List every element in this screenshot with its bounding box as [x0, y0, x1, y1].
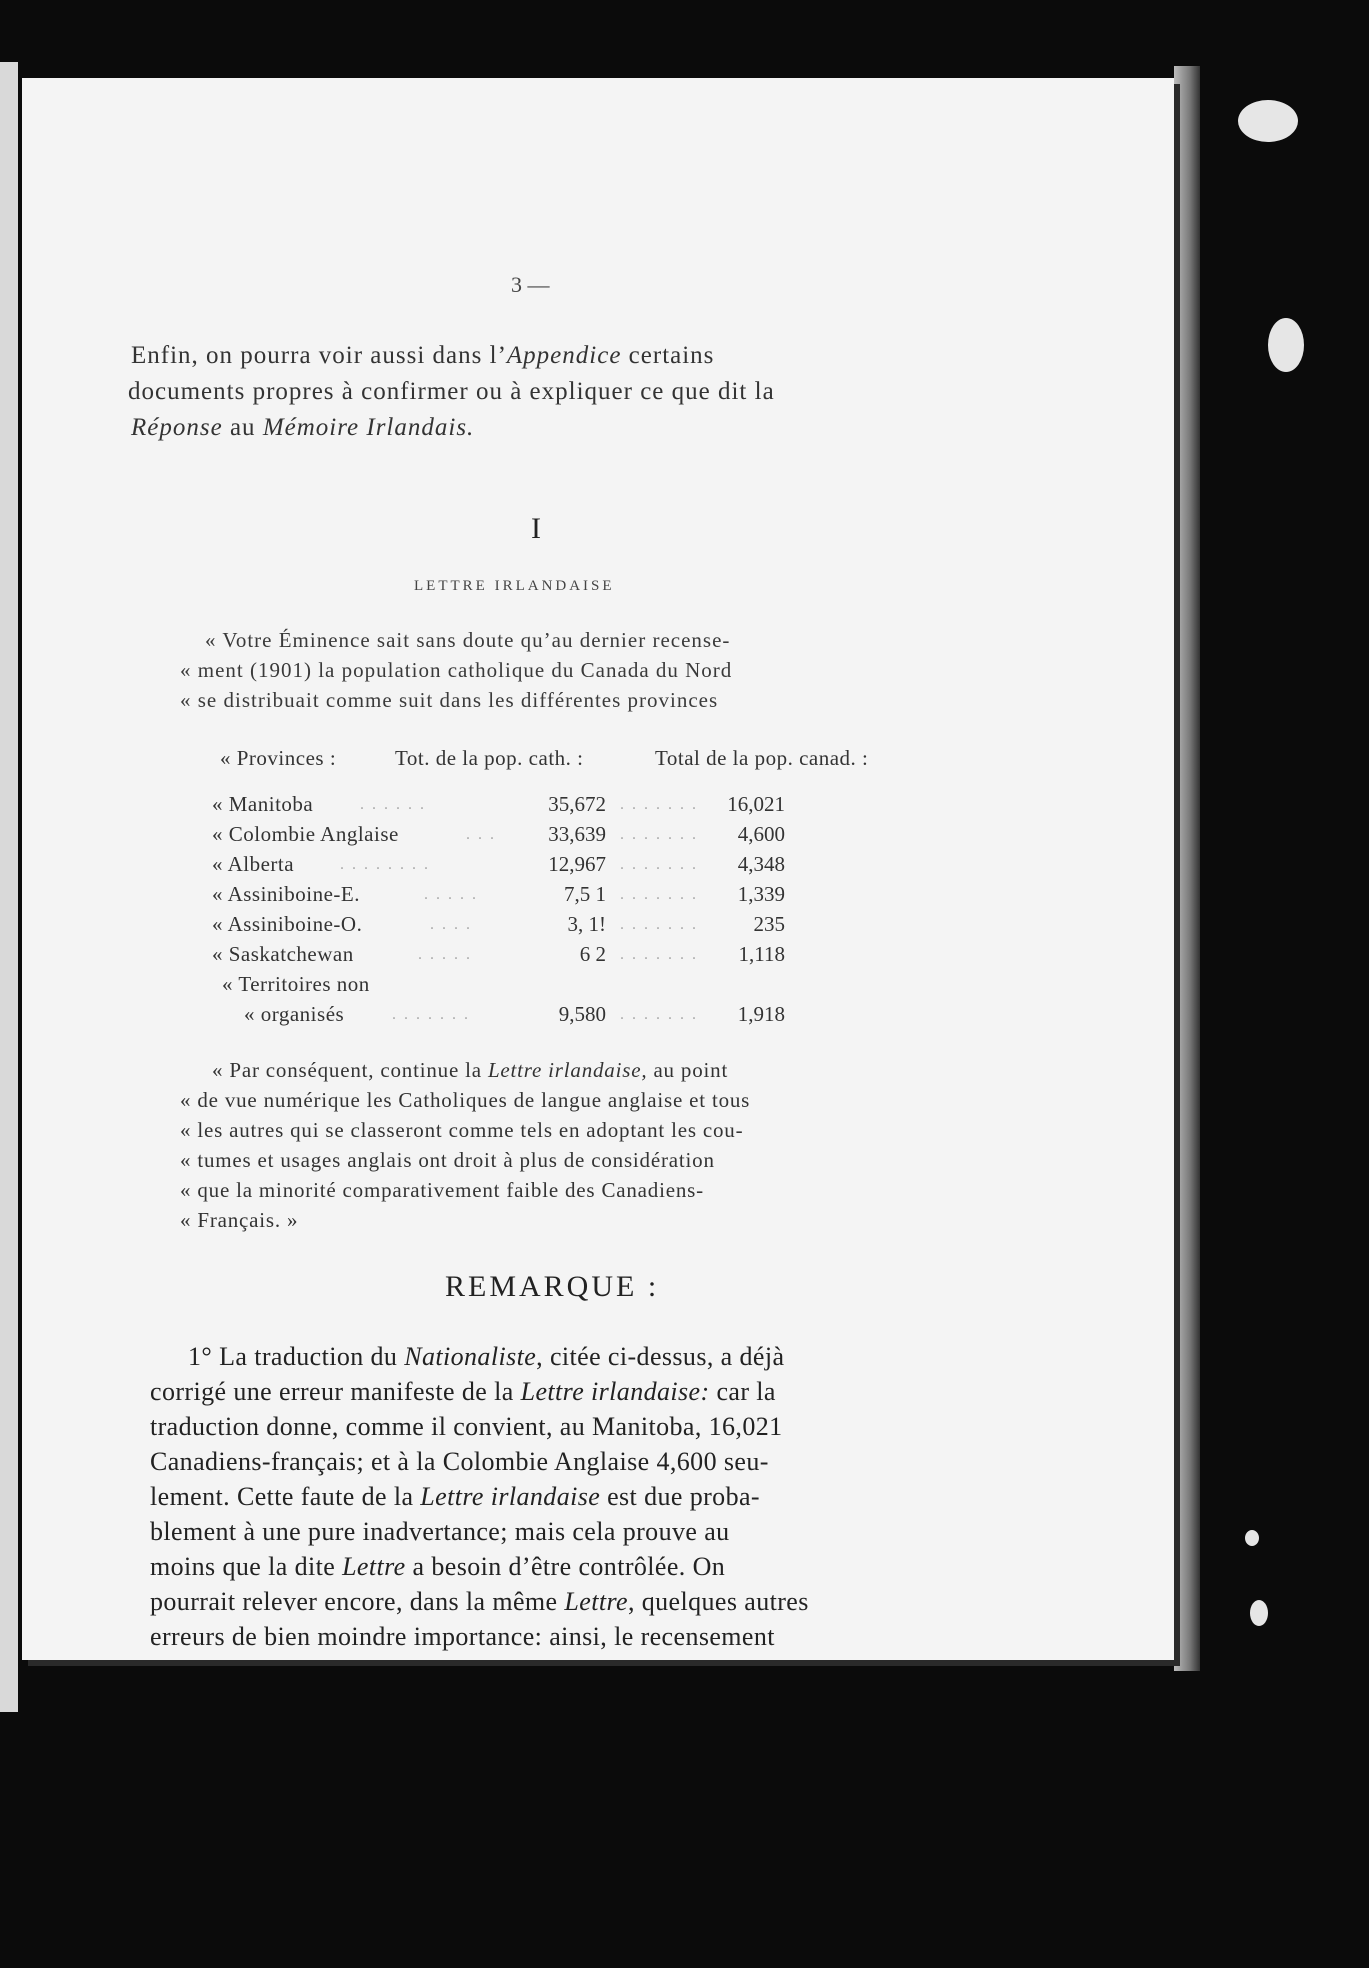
intro-line-2: documents propres à confirmer ou à expliquer ce que dit la [128, 378, 775, 405]
leader-dots: . . . . . . . . [340, 856, 430, 873]
remark-line: moins que la dite Lettre a besoin d’être contrôlée. On [150, 1552, 726, 1581]
table-row-canad: 1,339 [737, 882, 785, 906]
table-row-province: « Saskatchewan [212, 942, 354, 966]
table-row-province: « organisés [244, 1002, 345, 1026]
quote-line-1: « Votre Éminence sait sans doute qu’au dernier recense- [205, 628, 731, 652]
table-header-provinces: « Provinces : [220, 746, 337, 770]
remark-line: 1° La traduction du Nationaliste, citée ci-dessus, a déjà [188, 1342, 785, 1371]
table-row-canad: 4,348 [737, 852, 785, 876]
table-header-cath: Tot. de la pop. cath. : [395, 746, 584, 770]
table-row-province: « Territoires non [222, 972, 370, 996]
remark-line: erreurs de bien moindre importance: ainsi, le recensement [150, 1622, 775, 1651]
table-row-cath: 9,580 [558, 1002, 606, 1026]
quote-line-3: « se distribuait comme suit dans les différentes provinces [180, 688, 719, 712]
table-row-cath: 33,639 [548, 822, 606, 846]
leader-dots: . . . . . . . [620, 1006, 698, 1023]
page-number: 3 — [511, 272, 550, 297]
leader-dots: . . . . . . . [620, 886, 698, 903]
quote2-line: « de vue numérique les Catholiques de langue anglaise et tous [180, 1088, 751, 1112]
table-row-canad: 4,600 [737, 822, 785, 846]
quote2-line: « Par conséquent, continue la Lettre irlandaise, au point [212, 1058, 729, 1082]
remark-line: corrigé une erreur manifeste de la Lettre irlandaise: car la [150, 1377, 776, 1406]
leader-dots: . . . . [430, 916, 472, 933]
scan-left-edge [0, 62, 18, 1712]
scan-speck [1250, 1600, 1268, 1626]
table-row-canad: 1,918 [737, 1002, 785, 1026]
section-number: I [531, 512, 541, 545]
table-row-province: « Colombie Anglaise [212, 822, 399, 846]
remark-line: pourrait relever encore, dans la même Lettre, quelques autres [150, 1587, 809, 1616]
table-header-canad: Total de la pop. canad. : [655, 746, 869, 770]
table-row-cath: 7,5 1 [564, 882, 606, 906]
leader-dots: . . . . . . . [620, 826, 698, 843]
section-heading: LETTRE IRLANDAISE [414, 578, 615, 594]
scan-speck [1245, 1530, 1259, 1546]
remark-heading: REMARQUE : [445, 1270, 660, 1303]
leader-dots: . . . . . . . [620, 796, 698, 813]
quote2-line: « Français. » [180, 1208, 299, 1232]
table-row-cath: 3, 1! [567, 912, 606, 936]
table-row-canad: 1,118 [738, 942, 785, 966]
leader-dots: . . . . . . . [620, 946, 698, 963]
intro-line-1: Enfin, on pourra voir aussi dans l’Appendice certains [131, 342, 715, 369]
leader-dots: . . . [466, 826, 496, 843]
table-row-province: « Manitoba [212, 792, 314, 816]
table-row-province: « Alberta [212, 852, 295, 876]
leader-dots: . . . . . . . [620, 856, 698, 873]
leader-dots: . . . . . [418, 946, 472, 963]
table-row-cath: 6 2 [579, 942, 606, 966]
quote2-line: « tumes et usages anglais ont droit à plus de considération [180, 1148, 715, 1172]
scan-speck [1238, 100, 1298, 142]
table-row-canad: 235 [753, 912, 785, 936]
leader-dots: . . . . . . . [620, 916, 698, 933]
leader-dots: . . . . . [424, 886, 478, 903]
scan-right-edge [1174, 66, 1200, 1671]
table-row-cath: 35,672 [548, 792, 606, 816]
table-row-cath: 12,967 [548, 852, 606, 876]
leader-dots: . . . . . . . [392, 1006, 470, 1023]
remark-line: blement à une pure inadvertance; mais cela prouve au [150, 1517, 730, 1546]
remark-line: traduction donne, comme il convient, au Manitoba, 16,021 [150, 1412, 783, 1441]
quote-line-2: « ment (1901) la population catholique du Canada du Nord [180, 658, 733, 682]
table-row-province: « Assiniboine-O. [212, 912, 363, 936]
scan-speck [1268, 318, 1304, 372]
leader-dots: . . . . . . [360, 796, 426, 813]
quote2-line: « que la minorité comparativement faible des Canadiens- [180, 1178, 704, 1202]
remark-line: Canadiens-français; et à la Colombie Anglaise 4,600 seu- [150, 1447, 769, 1476]
table-row-province: « Assiniboine-E. [212, 882, 360, 906]
table-row-canad: 16,021 [727, 792, 785, 816]
intro-line-3: Réponse au Mémoire Irlandais. [131, 414, 475, 441]
remark-line: lement. Cette faute de la Lettre irlandaise est due proba- [150, 1482, 760, 1511]
quote2-line: « les autres qui se classeront comme tels en adoptant les cou- [180, 1118, 744, 1142]
